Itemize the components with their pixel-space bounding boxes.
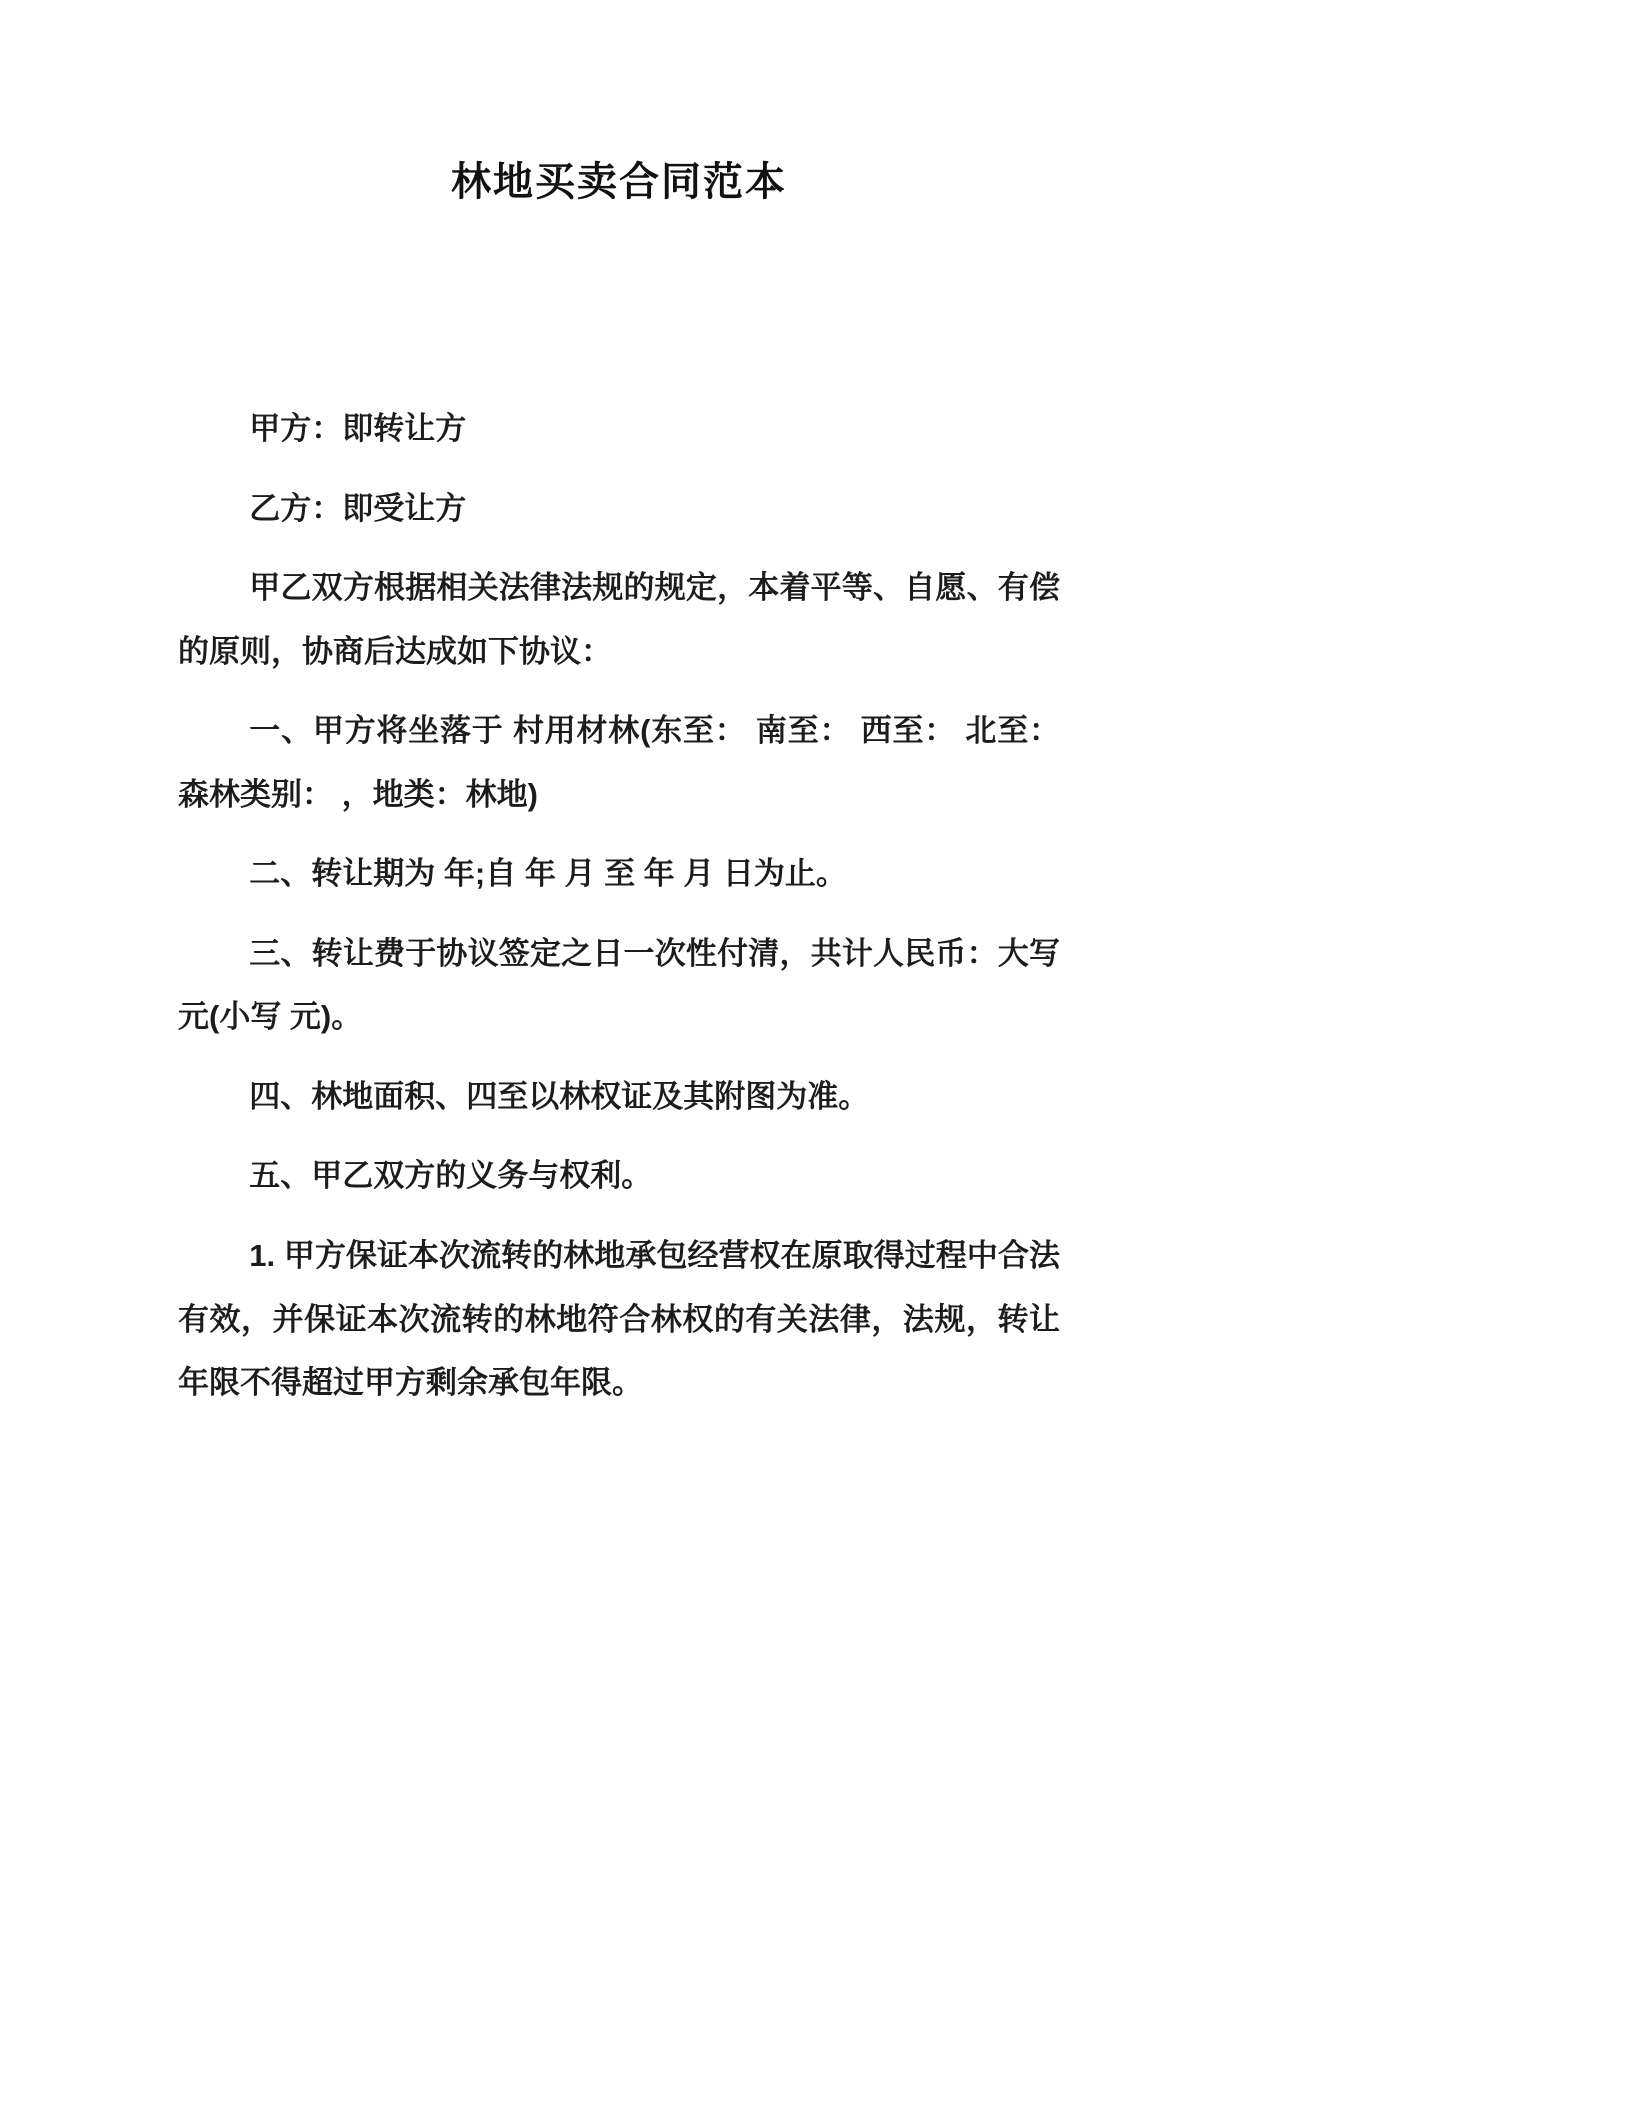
paragraph-clause-1: 一、甲方将坐落于 村用材林(东至： 南至： 西至： 北至： 森林类别： ，地类：林地) xyxy=(178,713,1060,812)
document-title: 林地买卖合同范本 xyxy=(451,160,787,204)
paragraph-preamble: 甲乙双方根据相关法律法规的规定，本着平等、自愿、有偿的原则，协商后达成如下协议： xyxy=(178,570,1060,669)
paragraph-clause-2: 二、转让期为 年;自 年 月 至 年 月 日为止。 xyxy=(249,856,847,892)
paragraph-clause-5: 五、甲乙双方的义务与权利。 xyxy=(249,1158,653,1194)
paragraph-clause-3: 三、转让费于协议签定之日一次性付清，共计人民币：大写 元(小写 元)。 xyxy=(178,935,1060,1035)
paragraph-party-a: 甲方：即转让方 xyxy=(249,411,467,446)
paragraph-clause-5-item-1: 1. 甲方保证本次流转的林地承包经营权在原取得过程中合法有效，并保证本次流转的林地符合林权的有关法律，法规，转让年限不得超过甲方剩余承包年限。 xyxy=(178,1238,1060,1401)
paragraph-clause-4: 四、林地面积、四至以林权证及其附图为准。 xyxy=(249,1078,870,1114)
paragraph-party-b: 乙方：即受让方 xyxy=(249,490,467,526)
document-content xyxy=(178,150,1060,1431)
